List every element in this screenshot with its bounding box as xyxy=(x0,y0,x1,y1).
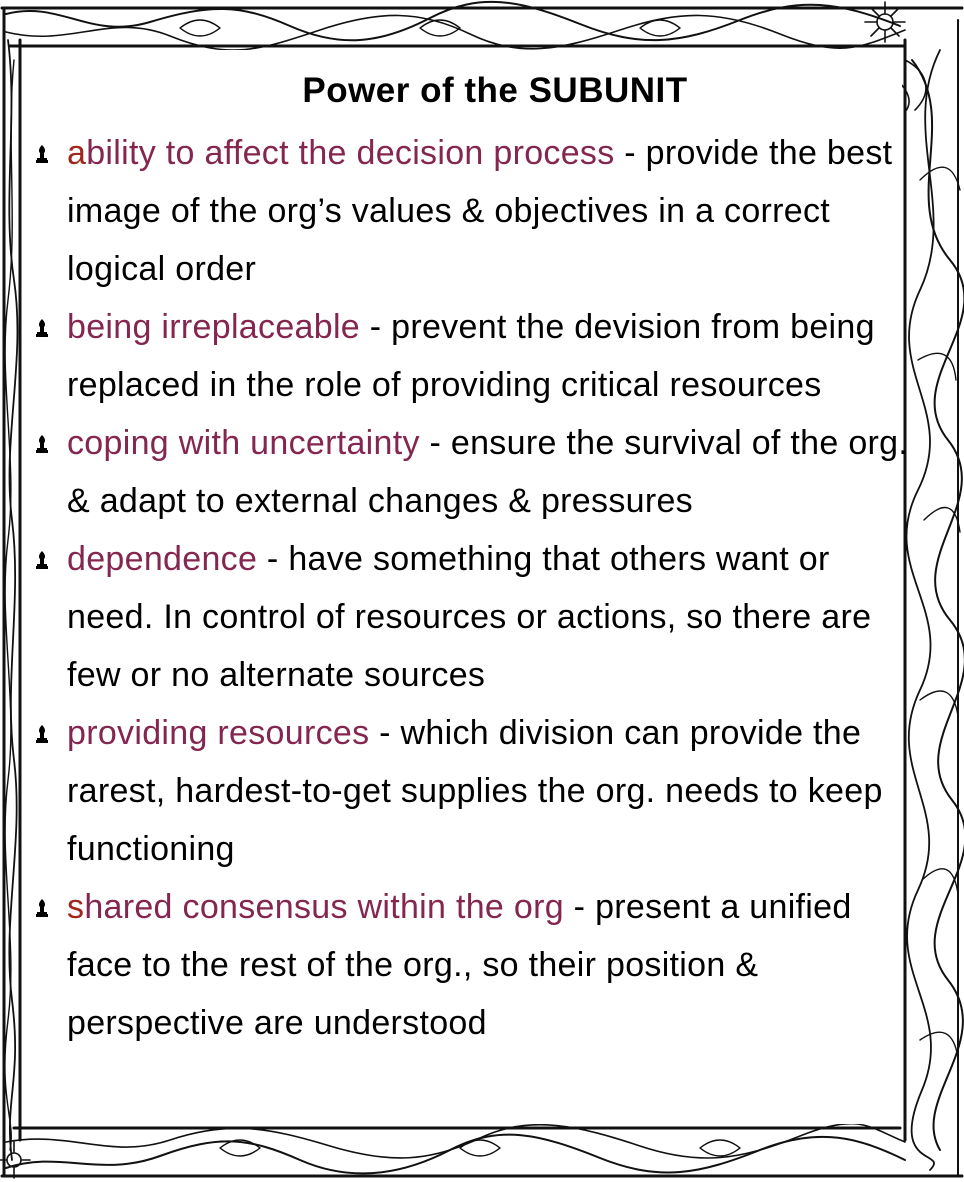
item-separator: - xyxy=(369,714,401,752)
list-item xyxy=(34,298,914,414)
item-description: which division can provide the rarest, hardest-to-get supplies the org. needs to keep functioning xyxy=(67,714,883,868)
chess-bishop-icon xyxy=(34,434,50,454)
item-term-rest: dependence xyxy=(67,540,258,578)
item-separator: - xyxy=(614,134,646,172)
chess-bishop-icon xyxy=(34,724,50,744)
item-separator: - xyxy=(419,424,451,462)
item-description: prevent the devision from being replaced in the role of providing critical resources xyxy=(67,308,875,404)
item-term xyxy=(67,308,360,346)
item-term-first: s xyxy=(67,888,85,926)
list-item xyxy=(34,530,914,704)
item-term-first: a xyxy=(67,134,87,172)
chess-bishop-icon xyxy=(34,898,50,918)
chess-bishop-icon xyxy=(34,318,50,338)
list-item xyxy=(34,124,914,298)
item-term-rest: hared consensus within the org xyxy=(84,888,564,926)
item-description: present a unified face to the rest of the org., so their position & perspective are understood xyxy=(67,888,852,1042)
item-term xyxy=(67,714,369,752)
page-title: Power of the SUBUNIT xyxy=(302,71,688,110)
item-description: have something that others want or need. In control of resources or actions, so there are few or no alternate sources xyxy=(67,540,872,694)
item-description: ensure the survival of the org. & adapt to external changes & pressures xyxy=(67,424,909,520)
item-separator: - xyxy=(257,540,289,578)
item-description: provide the best image of the org’s values & objectives in a correct logical order xyxy=(67,134,893,288)
list-item xyxy=(34,878,914,1052)
item-separator: - xyxy=(563,888,596,926)
item-term-rest: being irreplaceable xyxy=(67,308,361,346)
item-term xyxy=(67,888,564,926)
list-item xyxy=(34,414,914,530)
item-term-rest: bility to affect the decision process xyxy=(86,134,615,172)
bullet-list xyxy=(34,124,914,1052)
chess-bishop-icon xyxy=(34,144,50,164)
item-separator: - xyxy=(360,308,392,346)
item-term-rest: providing resources xyxy=(67,714,370,752)
item-term xyxy=(67,424,420,462)
item-term xyxy=(67,134,615,172)
item-term xyxy=(67,540,257,578)
list-item xyxy=(34,704,914,878)
chess-bishop-icon xyxy=(34,550,50,570)
item-term-rest: coping with uncertainty xyxy=(67,424,420,462)
